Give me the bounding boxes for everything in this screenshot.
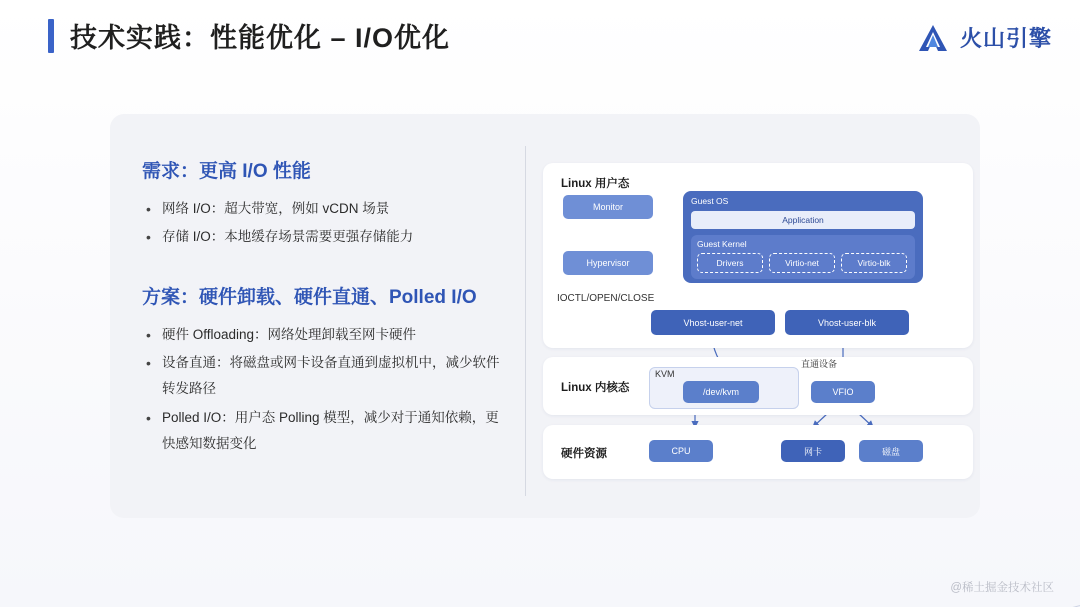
list-item: • 设备直通：将磁盘或网卡设备直通到虚拟机中，减少软件转发路径 xyxy=(142,350,502,403)
kernel-space-label: Linux 内核态 xyxy=(561,382,630,394)
brand-logo xyxy=(916,22,1052,53)
brand-name: 火山引擎 xyxy=(959,26,1052,51)
watermark: @稀土掘金技术社区 xyxy=(950,582,1054,594)
monitor-box: Monitor xyxy=(563,195,653,219)
virtio-net-box: Virtio-net xyxy=(769,253,835,273)
volcano-logo-icon xyxy=(916,23,950,53)
requirement-title: 需求：更高 I/O 性能 xyxy=(142,161,311,182)
virtio-blk-box: Virtio-blk xyxy=(841,253,907,273)
column-divider xyxy=(525,146,526,496)
passthrough-label: 直通设备 xyxy=(801,359,838,369)
solution-list xyxy=(142,322,502,458)
list-item: • 存储 I/O：本地缓存场景需要更强存储能力 xyxy=(142,224,502,250)
user-space-label: Linux 用户态 xyxy=(561,178,630,190)
requirement-list xyxy=(142,196,502,251)
list-item: • 网络 I/O：超大带宽，例如 vCDN 场景 xyxy=(142,196,502,222)
ioctl-label: IOCTL/OPEN/CLOSE xyxy=(557,293,655,304)
cpu-box: CPU xyxy=(649,440,713,462)
disk-box: 磁盘 xyxy=(859,440,923,462)
dev-kvm-box: /dev/kvm xyxy=(683,381,759,403)
guest-kernel-label: Guest Kernel xyxy=(697,239,747,249)
left-column xyxy=(142,158,502,459)
guest-os-label: Guest OS xyxy=(691,196,729,206)
page-title: 技术实践：性能优化 – I/O优化 xyxy=(70,23,451,53)
list-item: • 硬件 Offloading：网络处理卸载至网卡硬件 xyxy=(142,322,502,348)
hypervisor-box: Hypervisor xyxy=(563,251,653,275)
architecture-diagram xyxy=(543,155,973,485)
title-accent-bar xyxy=(48,19,54,53)
nic-box: 网卡 xyxy=(781,440,845,462)
list-item: • Polled I/O：用户态 Polling 模型，减少对于通知依赖，更快感知数据变化 xyxy=(142,405,502,458)
kvm-label: KVM xyxy=(655,369,675,379)
hardware-label: 硬件资源 xyxy=(561,448,607,460)
vfio-box: VFIO xyxy=(811,381,875,403)
application-box: Application xyxy=(691,211,915,229)
slide-header xyxy=(48,16,450,55)
vhost-user-net-box: Vhost-user-net xyxy=(651,310,775,335)
vhost-user-blk-box: Vhost-user-blk xyxy=(785,310,909,335)
solution-title: 方案：硬件卸载、硬件直通、Polled I/O xyxy=(142,287,477,309)
drivers-box: Drivers xyxy=(697,253,763,273)
